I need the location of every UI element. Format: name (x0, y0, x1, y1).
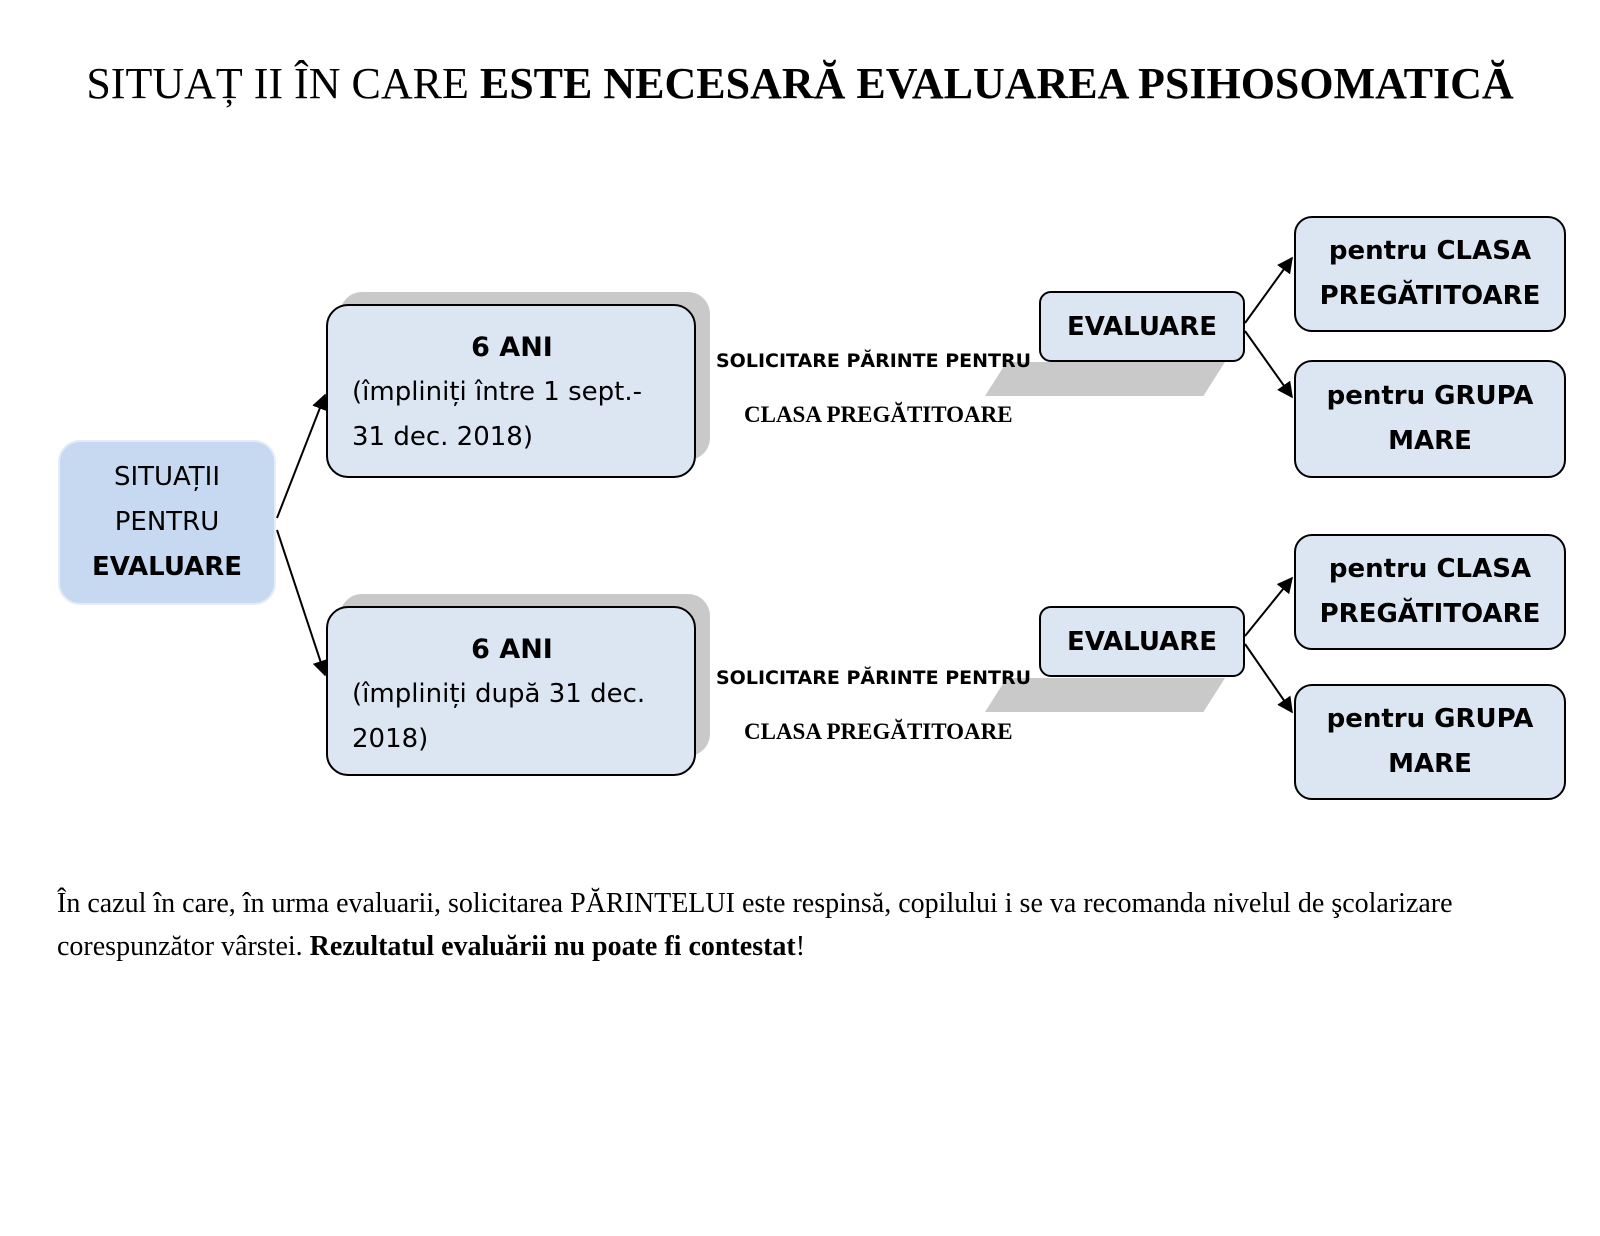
arrow-start-to-age2 (277, 530, 325, 675)
request-label-1b: CLASA PREGĂTITOARE (744, 402, 1013, 427)
footnote-end: ! (795, 931, 806, 962)
page-title (0, 56, 1600, 112)
footnote-normal: În cazul în care, în urma evaluarii, solicitarea PĂRINTELUI este respinsă, copilului i se va recomanda nivelul de şcolarizare corespunzător vârstei. (57, 888, 1453, 962)
age-title-2: 6 ANI (471, 634, 553, 665)
outcome-clasa-2-line1: pentru CLASA (1328, 554, 1532, 584)
footnote (57, 882, 1547, 968)
start-situations-box (58, 440, 276, 605)
request-label-2b: CLASA PREGĂTITOARE (744, 719, 1013, 744)
footnote-bold: Rezultatul evaluării nu poate fi contestat (309, 931, 796, 962)
outcome-grupa-1 (1294, 360, 1566, 478)
title-bold: ESTE NECESARĂ EVALUAREA PSIHOSOMATICĂ (479, 59, 1514, 108)
arrow-eval2-to-clasa (1245, 578, 1292, 636)
start-line3: EVALUARE (91, 552, 243, 582)
outcome-grupa-2-line1: pentru GRUPA (1326, 704, 1534, 734)
evaluation-label-1: EVALUARE (1066, 311, 1218, 342)
arrow-eval1-to-grupa (1245, 331, 1292, 397)
age-box-1 (326, 304, 696, 478)
outcome-grupa-1-line2: MARE (1388, 426, 1472, 456)
age-desc-2b: 2018) (352, 724, 429, 754)
request-label-1a: SOLICITARE PĂRINTE PENTRU (716, 350, 1032, 372)
evaluation-box-2 (1039, 606, 1245, 677)
outcome-grupa-2-line2: MARE (1388, 749, 1472, 779)
title-normal: SITUAȚ II ÎN CARE (86, 59, 480, 108)
start-line2: PENTRU (114, 507, 220, 537)
age-desc-1a: (împliniți între 1 sept.- (352, 377, 642, 407)
age-box-2 (326, 606, 696, 776)
outcome-clasa-1-line2: PREGĂTITOARE (1319, 281, 1541, 311)
arrow-eval2-to-grupa (1245, 644, 1292, 712)
start-line1: SITUAȚII (113, 462, 221, 492)
outcome-clasa-1 (1294, 216, 1566, 332)
request-label-2a: SOLICITARE PĂRINTE PENTRU (716, 667, 1032, 689)
evaluation-box-1 (1039, 291, 1245, 362)
outcome-grupa-1-line1: pentru GRUPA (1326, 381, 1534, 411)
arrow-eval1-to-clasa (1245, 258, 1292, 323)
evaluation-label-2: EVALUARE (1066, 626, 1218, 657)
arrow-start-to-age1 (277, 395, 325, 518)
age-title-1: 6 ANI (471, 332, 553, 363)
age-desc-1b: 31 dec. 2018) (352, 422, 533, 452)
age-desc-2a: (împliniți după 31 dec. (352, 679, 646, 709)
outcome-clasa-2-line2: PREGĂTITOARE (1319, 599, 1541, 629)
outcome-clasa-1-line1: pentru CLASA (1328, 236, 1532, 266)
outcome-clasa-2 (1294, 534, 1566, 650)
outcome-grupa-2 (1294, 684, 1566, 800)
